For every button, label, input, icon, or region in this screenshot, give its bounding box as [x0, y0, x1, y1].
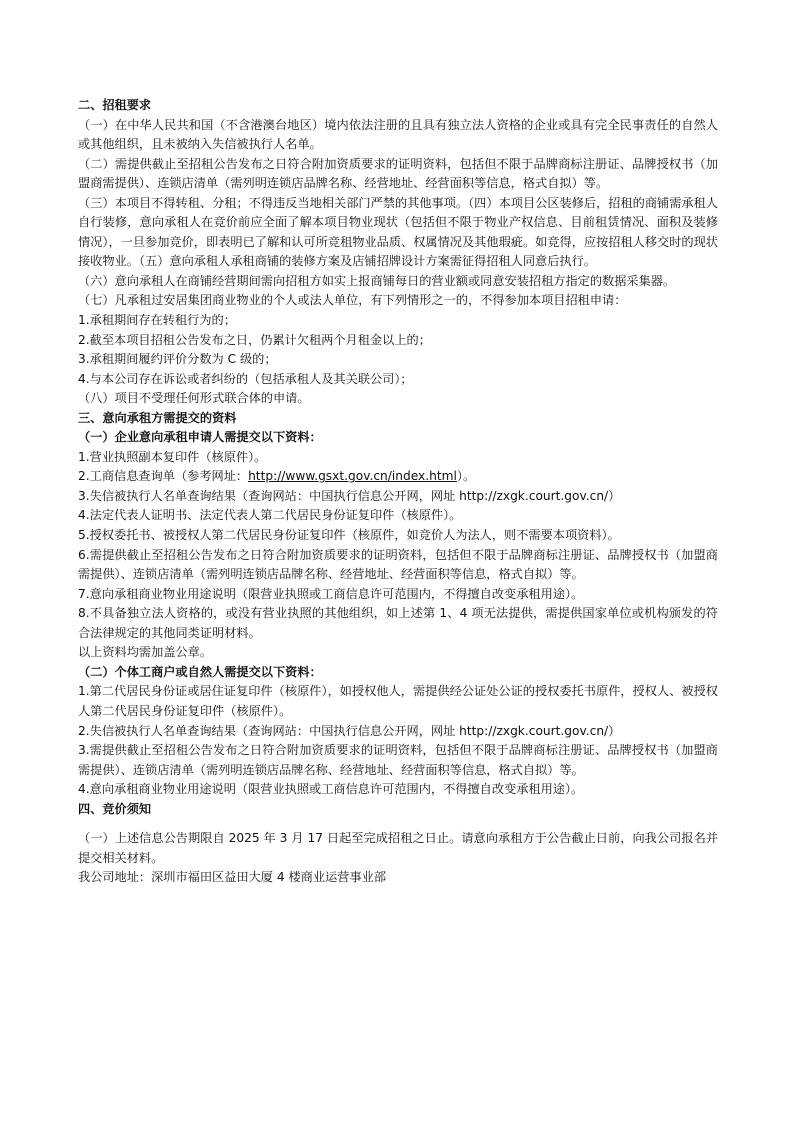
- individual-item: 4.意向承租商业物业用途说明（限营业执照或工商信息许可范围内，不得擅自改变承租用途）。: [78, 782, 584, 797]
- enterprise-item-text: 2.工商信息查询单（参考网址：: [78, 469, 249, 484]
- bidding-paragraph: （一）上述信息公告期限自 2025 年 3 月 17 日起至完成招租之日止。请意向承租方于公告截止日前，向我公司报名并提交相关材料。: [78, 831, 718, 865]
- section-heading-requirements: 二、招租要求: [78, 98, 152, 112]
- enterprise-item-text: ）。: [456, 469, 476, 484]
- individual-item: 2.失信被执行人名单查询结果（查询网站：中国执行信息公开网，网址 http://zxgk.court.gov.cn/）: [78, 723, 621, 738]
- enterprise-item: 3.失信被执行人名单查询结果（查询网站：中国执行信息公开网，网址 http://zxgk.court.gov.cn/）: [78, 488, 621, 503]
- requirement-list-item: 1.承租期间存在转租行为的；: [78, 313, 236, 328]
- requirement-paragraph: （八）项目不受理任何形式联合体的申请。: [78, 391, 310, 406]
- enterprise-item: 1.营业执照副本复印件（核原件）。: [78, 449, 267, 464]
- enterprise-item: 6.需提供截止至招租公告发布之日符合附加资质要求的证明资料，包括但不限于品牌商标注册证、品牌授权书（加盟商需提供）、连锁店清单（需列明连锁店品牌名称、经营地址、经营面积等信息，格式自拟）等。: [78, 547, 718, 582]
- section-heading-materials: 三、意向承租方需提交的资料: [78, 410, 237, 425]
- section-heading-bidding: 四、竞价须知: [78, 801, 152, 816]
- requirement-paragraph: （一）在中华人民共和国（不含港澳台地区）境内依法注册的且具有独立法人资格的企业或具有完全民事责任的自然人或其他组织，且未被纳入失信被执行人名单。: [78, 117, 718, 152]
- company-address: 我公司地址：深圳市福田区益田大厦 4 楼商业运营事业部: [78, 870, 387, 885]
- enterprise-item: 4.法定代表人证明书、法定代表人第二代居民身份证复印件（核原件）。: [78, 508, 462, 523]
- enterprise-note: 以上资料均需加盖公章。: [78, 645, 213, 660]
- individual-item: 1.第二代居民身份证或居住证复印件（核原件），如授权他人，需提供经公证处公证的授权委托书原件，授权人、被授权人第二代居民身份证复印件（核原件）。: [78, 684, 718, 718]
- subheading-enterprise: （一）企业意向承租申请人需提交以下资料：: [78, 430, 322, 445]
- enterprise-item: 8.不具备独立法人资格的，或没有营业执照的其他组织，如上述第 1、4 项无法提供，需提供国家单位或机构颁发的符合法律规定的其他同类证明材料。: [78, 606, 718, 640]
- gsxt-link[interactable]: http://www.gsxt.gov.cn/index.html: [248, 469, 457, 484]
- requirement-list-item: 2.截至本项目招租公告发布之日，仍累计欠租两个月租金以上的；: [78, 332, 431, 347]
- subheading-individual: （二）个体工商户或自然人需提交以下资料：: [78, 664, 322, 679]
- requirement-list-item: 3.承租期间履约评价分数为 C 级的；: [78, 352, 277, 367]
- requirement-paragraph: （二）需提供截止至招租公告发布之日符合附加资质要求的证明资料，包括但不限于品牌商标注册证、品牌授权书（加盟商需提供）、连锁店清单（需列明连锁店品牌名称、经营地址、经营面积等信息，格式自拟）等。: [78, 156, 718, 191]
- enterprise-item: [78, 467, 718, 487]
- individual-item: 3.需提供截止至招租公告发布之日符合附加资质要求的证明资料，包括但不限于品牌商标注册证、品牌授权书（加盟商需提供）、连锁店清单（需列明连锁店品牌名称、经营地址、经营面积等信息，格式自拟）等。: [78, 743, 718, 777]
- requirement-paragraph: （三）本项目不得转租、分租；不得违反当地相关部门严禁的其他事项。（四）本项目公区装修后，招租的商铺需承租人自行装修，意向承租人在竞价前应全面了解本项目物业现状（包括但不限于物业产权信息、目前租赁情况、面积及装修情况），一旦参加竞价，即表明已了解和认可所竞租物业品质、权属情况及其他瑕疵。如竞得，应按招租人移交时的现状接收物业。（五）意向承租人承租商铺的装修方案及店铺招牌设计方案需征得招租人同意后执行。: [78, 195, 718, 269]
- requirement-paragraph: （七）凡承租过安居集团商业物业的个人或法人单位，有下列情形之一的，不得参加本项目招租申请：: [78, 293, 627, 308]
- requirement-paragraph: （六）意向承租人在商铺经营期间需向招租方如实上报商铺每日的营业额或同意安装招租方指定的数据采集器。: [78, 273, 676, 288]
- spacer: [78, 819, 718, 829]
- document-page: [78, 96, 718, 888]
- enterprise-item: 5.授权委托书、被授权人第二代居民身份证复印件（核原件，如竞价人为法人，则不需要本项资料）。: [78, 528, 620, 543]
- requirement-list-item: 4.与本公司存在诉讼或者纠纷的（包括承租人及其关联公司）；: [78, 371, 413, 386]
- enterprise-item: 7.意向承租商业物业用途说明（限营业执照或工商信息许可范围内，不得擅自改变承租用途）。: [78, 586, 584, 601]
